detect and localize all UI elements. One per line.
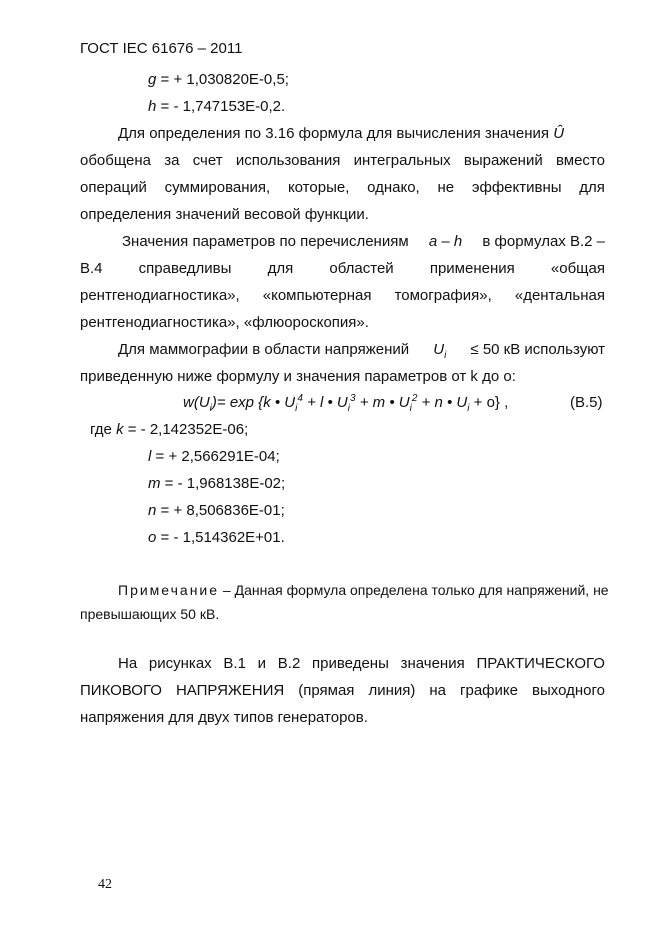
- para1-line1: [118, 124, 564, 144]
- formula-sup: 4: [297, 393, 303, 404]
- formula-sub: i: [295, 403, 298, 414]
- word: графике: [460, 682, 518, 699]
- formula-sup: 3: [350, 393, 356, 404]
- word: «компьютерная: [262, 287, 372, 304]
- param-m-var: m: [148, 475, 161, 492]
- param-h: [148, 97, 285, 117]
- word: однако,: [367, 179, 420, 196]
- word: рентгенодиагностика»,: [80, 287, 240, 304]
- word: для: [579, 179, 605, 196]
- word: В.2: [277, 655, 301, 672]
- formula-sub: i: [209, 403, 212, 414]
- formula-sub: i: [467, 403, 470, 414]
- var-h: h: [453, 233, 463, 250]
- word: вместо: [555, 152, 605, 169]
- param-k-value: = - 2,142352E-06;: [123, 421, 249, 438]
- word: приведены: [312, 655, 389, 672]
- para3-voltage-var: [433, 340, 446, 360]
- para2-line1-text-a: Значения параметров по перечислениям: [122, 233, 409, 250]
- note-line1: [118, 580, 609, 600]
- param-k: [90, 420, 248, 440]
- formula-part: + o} ,: [469, 394, 509, 411]
- word: «общая: [550, 260, 605, 277]
- formula-part: w(U: [183, 394, 210, 411]
- param-k-var: k: [116, 421, 124, 438]
- param-n: [148, 501, 285, 521]
- para2-line1-text-b: в формулах В.2 –: [482, 233, 605, 250]
- para2-line1-range: [429, 232, 462, 252]
- param-g: [148, 70, 289, 90]
- word: В.4: [80, 260, 103, 277]
- param-n-value: = + 8,506836E-01;: [156, 502, 285, 519]
- param-h-value: = - 1,747153E-0,2.: [156, 98, 286, 115]
- word: ПРАКТИЧЕСКОГО: [476, 655, 605, 672]
- word: интегральных: [353, 152, 451, 169]
- u-hat-symbol: Û: [553, 125, 565, 142]
- para3-line1-text-a: Для маммографии в области напряжений: [118, 341, 410, 358]
- word: «дентальная: [514, 287, 605, 304]
- where-label: где: [90, 421, 117, 438]
- formula-sub: i: [409, 403, 412, 414]
- para2-line2: [80, 259, 605, 279]
- word: ПИКОВОГО: [80, 682, 162, 699]
- formula-part: + l • U: [302, 394, 348, 411]
- formula-part: + n • U: [417, 394, 468, 411]
- word: счет: [192, 152, 223, 169]
- para3-line1-text-b: ≤ 50 кВ используют: [470, 341, 605, 358]
- word: для: [267, 260, 294, 277]
- formula-part: + m • U: [355, 394, 410, 411]
- formula-b5: [183, 393, 508, 413]
- param-g-value: = + 1,030820E-0,5;: [156, 71, 289, 88]
- para1-line2: [80, 151, 605, 171]
- word: томография»,: [394, 287, 492, 304]
- formula-sup: 2: [411, 393, 418, 404]
- param-l: [148, 447, 280, 467]
- para3-line2: приведенную ниже формулу и значения параметров от k до o:: [80, 368, 516, 385]
- page-number: 42: [98, 877, 112, 892]
- para1-line4: определения значений весовой функции.: [80, 206, 369, 223]
- word: В.1: [223, 655, 246, 672]
- para4-line1: [118, 654, 605, 674]
- var-u-sub: i: [444, 350, 447, 361]
- word: обобщена: [80, 152, 152, 169]
- word: На: [118, 655, 138, 672]
- para1-line1-text: Для определения по 3.16 формула для вычисления значения: [118, 125, 550, 142]
- word: на: [429, 682, 447, 699]
- param-o-var: o: [148, 529, 157, 546]
- word: значения: [400, 655, 465, 672]
- word: выражений: [463, 152, 543, 169]
- para2-line3: [80, 286, 605, 306]
- formula-part: )= exp {k • U: [211, 394, 296, 411]
- para2-line1: [122, 232, 605, 252]
- word: суммирования,: [164, 179, 271, 196]
- param-h-var: h: [148, 98, 157, 115]
- param-o: [148, 528, 285, 548]
- var-a: a: [428, 233, 438, 250]
- note-line2: превышающих 50 кВ.: [80, 606, 220, 622]
- word: линия): [368, 682, 416, 699]
- para4-line3: напряжения для двух типов генераторов.: [80, 709, 368, 726]
- word: и: [257, 655, 267, 672]
- word: справедливы: [138, 260, 232, 277]
- param-n-var: n: [148, 502, 157, 519]
- word: эффективны: [471, 179, 562, 196]
- formula-sub: i: [347, 403, 350, 414]
- param-l-var: l: [148, 448, 152, 465]
- param-o-value: = - 1,514362E+01.: [156, 529, 285, 546]
- var-u: U: [433, 341, 445, 358]
- para2-line4: рентгенодиагностика», «флюороскопия».: [80, 314, 369, 331]
- word: за: [164, 152, 180, 169]
- param-g-var: g: [148, 71, 157, 88]
- word: применения: [429, 260, 515, 277]
- word: использования: [235, 152, 341, 169]
- param-m-value: = - 1,968138E-02;: [160, 475, 286, 492]
- param-l-value: = + 2,566291E-04;: [151, 448, 280, 465]
- word: выходного: [532, 682, 605, 699]
- note-label: Примечание: [118, 582, 220, 598]
- document-header: ГОСТ IEC 61676 – 2011: [80, 40, 243, 57]
- word: рисунках: [148, 655, 212, 672]
- range-dash: –: [437, 233, 454, 250]
- para1-line3: [80, 178, 605, 198]
- word: (прямая: [298, 682, 355, 699]
- para3-line1: [118, 340, 605, 360]
- word: НАПРЯЖЕНИЯ: [175, 682, 285, 699]
- note-text: – Данная формула определена только для напряжений, не: [219, 582, 609, 598]
- formula-number: (B.5): [570, 394, 603, 411]
- word: областей: [329, 260, 394, 277]
- para4-line2: [80, 681, 605, 701]
- word: операций: [80, 179, 147, 196]
- word: не: [437, 179, 455, 196]
- param-m: [148, 474, 285, 494]
- word: которые,: [287, 179, 350, 196]
